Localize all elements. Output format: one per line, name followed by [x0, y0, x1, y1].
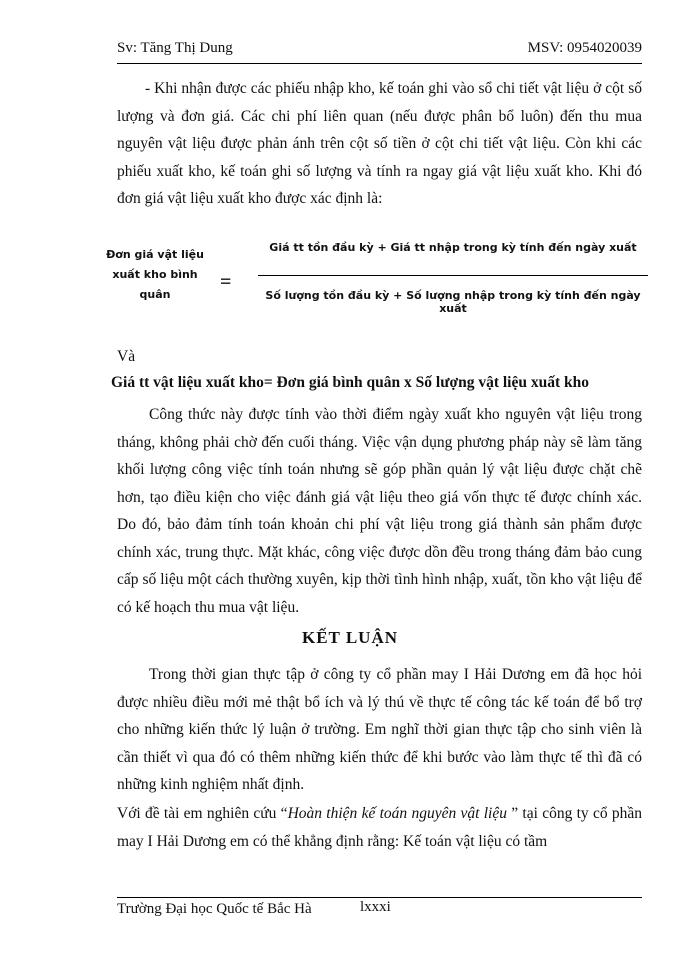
page-header	[117, 40, 642, 62]
topic-continuation-text: ” tại công ty cổ phần may I Hải Dương em có thể khẳng định rằng: Kế toán vật liệu có tầm	[117, 805, 642, 850]
footer-school: Trường Đại học Quốc tế Bắc Hà	[117, 901, 312, 917]
conjunction-text: Và	[117, 348, 136, 365]
issued-value-formula: Giá tt vật liệu xuất kho= Đơn giá bình quân x Số lượng vật liệu xuất kho	[110, 374, 590, 391]
average-price-formula	[0, 237, 700, 317]
section-title: KẾT LUẬN	[301, 628, 398, 647]
formula-left-line: xuất kho bình	[112, 268, 198, 281]
footer-rule	[117, 897, 642, 898]
topic-title: Hoàn thiện kế toán nguyên vật liệu	[287, 805, 507, 822]
paragraph-stock-entry: - Khi nhận được các phiếu nhập kho, kế toán ghi vào sổ chi tiết vật liệu ở cột số lượng và đơn giá. Các chi phí liên quan (nếu được phân bổ luôn) đến thu mua nguyên vật liệu được phản ánh trên cột số tiền ở cột chi tiết vật liệu. Còn khi các phiếu xuất kho, kế toán ghi số lượng và tính ra ngay giá vật liệu xuất kho. Khi đó đơn giá vật liệu xuất kho được xác định là:	[117, 80, 642, 207]
page-number: lxxxi	[360, 899, 391, 915]
fraction-bar	[258, 275, 648, 276]
formula-left-line: quân	[139, 288, 171, 301]
formula-denominator: Số lượng tồn đầu kỳ + Số lượng nhập trong kỳ tính đến ngày xuất	[265, 289, 641, 315]
formula-numerator: Giá tt tồn đầu kỳ + Giá tt nhập trong kỳ tính đến ngày xuất	[269, 241, 637, 254]
header-rule	[117, 63, 642, 64]
paragraph-topic	[117, 800, 642, 855]
formula-equals-sign: =	[220, 271, 232, 293]
topic-intro-text: Với đề tài em nghiên cứu “	[117, 805, 288, 822]
header-student-id: MSV: 0954020039	[527, 40, 642, 56]
paragraph-conclusion: Trong thời gian thực tập ở công ty cổ phần may I Hải Dương em đã học hỏi được nhiều điều mới mẻ thật bổ ích và lý thú về thực tế công tác kế toán để bổ trợ cho những kiến thức lý luận ở trường. Em nghĩ thời gian thực tập cho sinh viên là cần thiết vì qua đó có thêm những kiến thức để khi bước vào làm thực tế thì đã có những kinh nghiệm nhất định.	[117, 666, 642, 793]
formula-left-label	[100, 245, 210, 305]
header-author: Sv: Tăng Thị Dung	[117, 40, 233, 56]
paragraph-method-explanation: Công thức này được tính vào thời điểm ngày xuất kho nguyên vật liệu trong tháng, không phải chờ đến cuối tháng. Việc vận dụng phương pháp này sẽ làm tăng khối lượng công việc tính toán nhưng sẽ góp phần quản lý vật liệu được chặt chẽ hơn, tạo điều kiện cho việc đánh giá vật liệu theo giá vốn thực tế được chính xác. Do đó, bảo đảm tính toán khoản chi phí vật liệu trong giá thành sản phẩm được chính xác, trung thực. Mặt khác, công việc được dồn đều trong tháng đảm bảo cung cấp số liệu một cách thường xuyên, kịp thời tình hình nhập, xuất, tồn kho vật liệu để có kế hoạch thu mua vật liệu.	[117, 406, 642, 616]
formula-left-line: Đơn giá vật liệu	[106, 248, 204, 261]
